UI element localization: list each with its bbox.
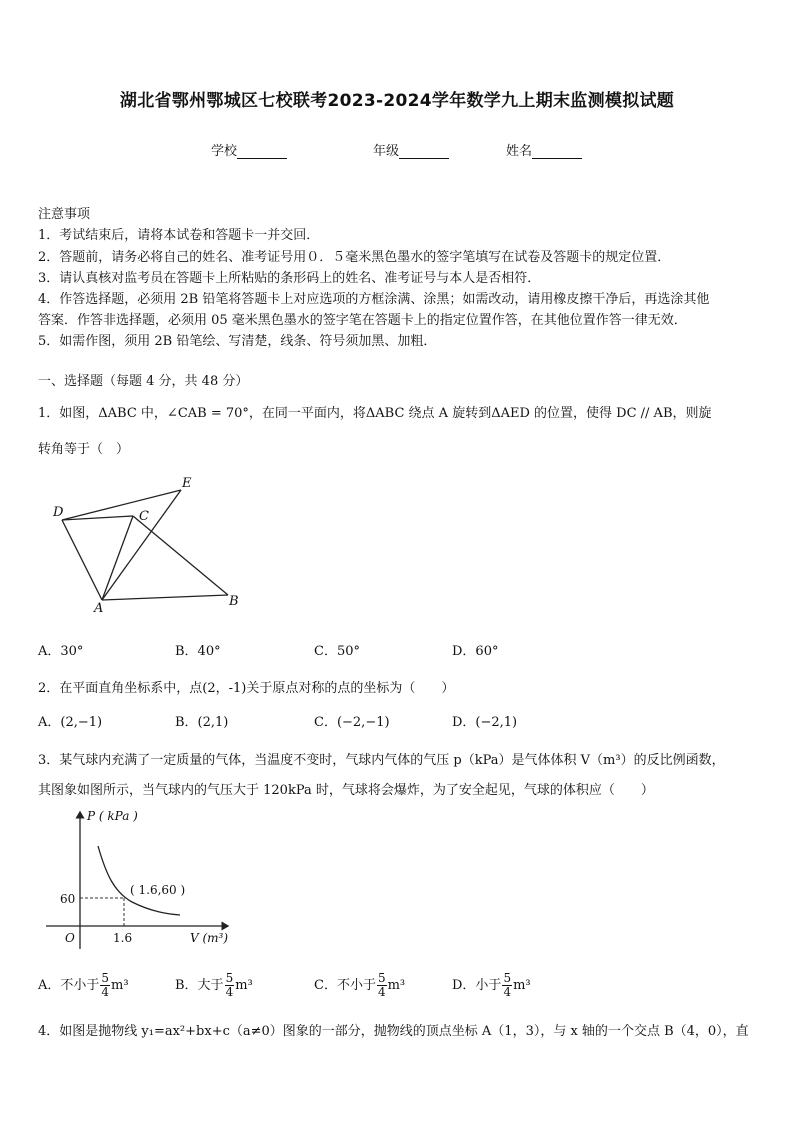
segment-ca bbox=[102, 516, 133, 600]
grade-label: 年级 bbox=[373, 144, 400, 159]
segment-dc bbox=[62, 516, 133, 520]
segment-cb bbox=[133, 516, 228, 595]
q1-option-c: C．50° bbox=[314, 644, 360, 659]
label-e: E bbox=[182, 476, 192, 491]
notice-item: 4．作答选择题，必须用 2B 铅笔将答题卡上对应选项的方框涂满、涂黑；如需改动，请用橡皮擦干净后，再选涂其他 bbox=[38, 292, 710, 307]
notice-item: 2．答题前，请务必将自己的姓名、准考证号用０．５毫米黑色墨水的签字笔填写在试卷及答题卡的规定位置． bbox=[38, 250, 671, 265]
inverse-curve bbox=[98, 846, 180, 915]
grade-blank bbox=[399, 145, 449, 159]
q3-option-b bbox=[175, 972, 253, 999]
q2-text: 2．在平面直角坐标系中，点(2，-1)关于原点对称的点的坐标为（ ） bbox=[38, 681, 455, 696]
school-label: 学校 bbox=[211, 144, 238, 159]
name-blank bbox=[532, 145, 582, 159]
option-unit: m³ bbox=[513, 978, 531, 993]
notice-heading: 注意事项 bbox=[38, 207, 91, 222]
grade-field bbox=[373, 140, 449, 159]
label-d: D bbox=[53, 505, 64, 520]
q2-option-d: D．(−2,1) bbox=[452, 715, 518, 730]
fraction: $\frac{5}{4}$ bbox=[503, 971, 512, 999]
section-heading: 一、选择题（每题 4 分，共 48 分） bbox=[38, 374, 249, 389]
option-prefix: B．大于 bbox=[175, 978, 224, 993]
q4-text: 4．如图是抛物线 y₁=ax²+bx+c（a≠0）图象的一部分，抛物线的顶点坐标 A（1，3），与 x 轴的一个交点 B（4，0），直 bbox=[38, 1024, 749, 1039]
label-c: C bbox=[139, 509, 149, 524]
q3-text: 3．某气球内充满了一定质量的气体，当温度不变时，气球内气体的气压 p（kPa）是气体体积 V（m³）的反比例函数， bbox=[38, 753, 725, 768]
q1-text-cont: 转角等于（ ） bbox=[38, 442, 130, 457]
notice-item: 答案．作答非选择题，必须用 05 毫米黑色墨水的签字笔在答题卡上的指定位置作答，在其他位置作答一律无效． bbox=[38, 313, 687, 328]
q1-option-d: D．60° bbox=[452, 644, 499, 659]
q2-option-a: A．(2,−1) bbox=[38, 715, 103, 730]
q1-option-a: A．30° bbox=[38, 644, 84, 659]
q1-figure bbox=[45, 470, 255, 615]
q3-text-cont: 其图象如图所示，当气球内的气压大于 120kPa 时，气球将会爆炸，为了安全起见，气球的体积应（ ） bbox=[38, 783, 654, 798]
x-axis-label: V (m³) bbox=[190, 931, 229, 945]
notice-item: 3．请认真核对监考员在答题卡上所粘贴的条形码上的姓名、准考证号与本人是否相符． bbox=[38, 271, 541, 286]
segment-da bbox=[62, 520, 102, 600]
page-title: 湖北省鄂州鄂城区七校联考2023-2024学年数学九上期末监测模拟试题 bbox=[119, 91, 675, 111]
school-field bbox=[211, 140, 287, 159]
x-tick-label: 1.6 bbox=[113, 931, 133, 945]
y-axis-label: P ( kPa ) bbox=[87, 809, 138, 823]
fraction: $\frac{5}{4}$ bbox=[377, 971, 386, 999]
fraction: $\frac{5}{4}$ bbox=[101, 971, 110, 999]
q2-option-b: B．(2,1) bbox=[175, 715, 229, 730]
y-tick-label: 60 bbox=[60, 892, 76, 906]
name-label: 姓名 bbox=[506, 144, 533, 159]
label-a: A bbox=[94, 601, 104, 615]
q2-option-c: C．(−2,−1) bbox=[314, 715, 390, 730]
segment-ab bbox=[102, 595, 228, 600]
option-prefix: C．不小于 bbox=[314, 978, 376, 993]
origin-label: O bbox=[65, 931, 75, 945]
q3-option-c bbox=[314, 972, 405, 999]
q1-option-b: B．40° bbox=[175, 644, 221, 659]
q1-text: 1．如图，ΔABC 中，∠CAB = 70°，在同一平面内，将ΔABC 绕点 A 旋转到ΔAED 的位置，使得 DC // AB，则旋 bbox=[38, 406, 712, 421]
fraction: $\frac{5}{4}$ bbox=[225, 971, 234, 999]
notice-item: 1．考试结束后，请将本试卷和答题卡一并交回． bbox=[38, 228, 320, 243]
label-b: B bbox=[229, 594, 239, 609]
q3-option-a bbox=[38, 972, 129, 999]
q3-graph bbox=[40, 804, 245, 954]
name-field bbox=[506, 140, 582, 159]
option-unit: m³ bbox=[111, 978, 129, 993]
option-prefix: A．不小于 bbox=[38, 978, 100, 993]
school-blank bbox=[237, 145, 287, 159]
option-unit: m³ bbox=[235, 978, 253, 993]
option-prefix: D．小于 bbox=[452, 978, 502, 993]
q3-option-d bbox=[452, 972, 531, 999]
notice-item: 5．如需作图，须用 2B 铅笔绘、写清楚，线条、符号须加黑、加粗． bbox=[38, 334, 437, 349]
point-label: ( 1.6,60 ) bbox=[130, 883, 186, 897]
option-unit: m³ bbox=[387, 978, 406, 993]
